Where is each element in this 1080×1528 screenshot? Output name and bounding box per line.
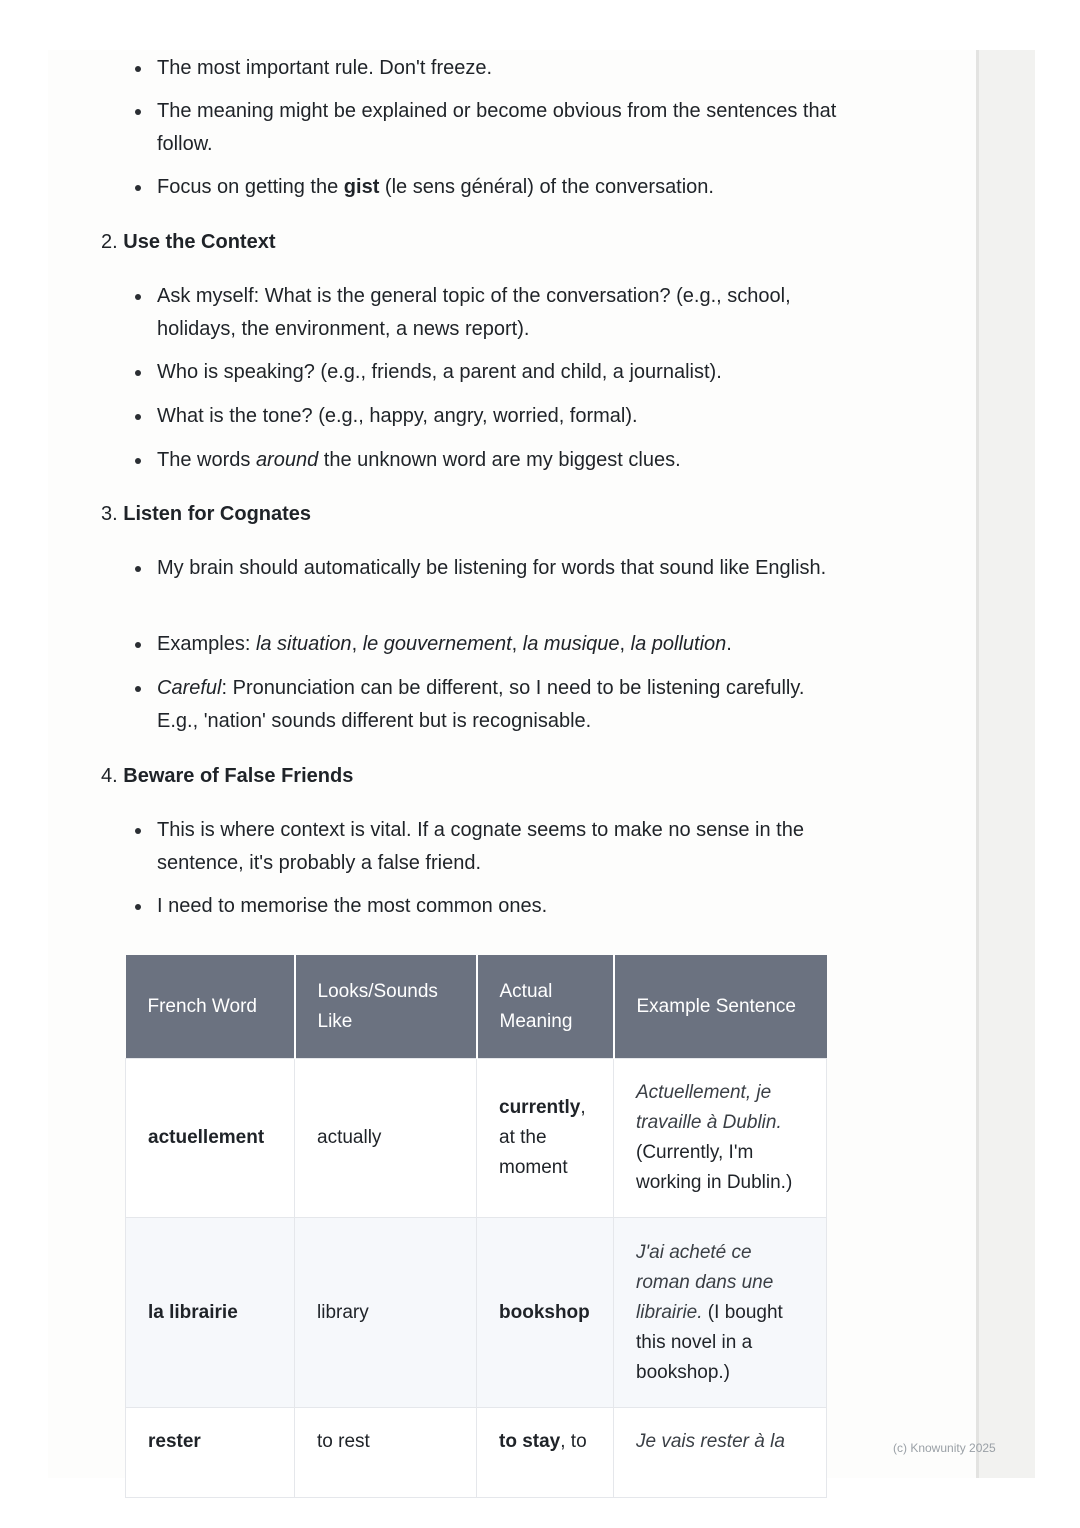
header-french-word: French Word [126,955,295,1059]
bullet-gist: Focus on getting the gist (le sens général) of the conversation. [157,171,837,204]
copyright-footer: (c) Knowunity 2025 [893,1441,996,1455]
scrollbar[interactable] [976,50,1035,1478]
bullet-examples: Examples: la situation, le gouvernement, la musique, la pollution. [157,628,837,661]
bullet-tone: What is the tone? (e.g., happy, angry, worried, formal). [157,400,837,433]
bullet-meaning-explained: The meaning might be explained or become obvious from the sentences that follow. [157,95,837,161]
cell-word: rester [126,1408,295,1498]
bullet-general-topic: Ask myself: What is the general topic of the conversation? (e.g., school, holidays, the environment, a news report). [157,280,837,346]
cell-meaning: currently, at the moment [477,1059,614,1218]
cell-example: Je vais rester à la [614,1408,827,1498]
bullet-who-speaking: Who is speaking? (e.g., friends, a parent and child, a journalist). [157,356,837,389]
bullet-dont-freeze: The most important rule. Don't freeze. [157,52,837,85]
cell-looks: to rest [295,1408,477,1498]
table-row [126,1059,827,1218]
header-example-sentence: Example Sentence [614,955,827,1059]
cell-meaning: bookshop [477,1218,614,1408]
table-row [126,1408,827,1498]
header-actual-meaning: Actual Meaning [477,955,614,1059]
cell-looks: library [295,1218,477,1408]
heading-use-context: 2. Use the Context [101,231,276,253]
header-looks-like: Looks/Sounds Like [295,955,477,1059]
bullet-context-vital: This is where context is vital. If a cognate seems to make no sense in the sentence, it's probably a false friend. [157,814,837,880]
cell-example: J'ai acheté ce roman dans une librairie. (I bought this novel in a bookshop.) [614,1218,827,1408]
cell-meaning: to stay, to [477,1408,614,1498]
heading-false-friends: 4. Beware of False Friends [101,765,354,787]
bullet-brain-listening: My brain should automatically be listening for words that sound like English. [157,552,837,585]
cell-word: la librairie [126,1218,295,1408]
heading-listen-cognates: 3. Listen for Cognates [101,503,312,525]
cell-looks: actually [295,1059,477,1218]
bullet-memorise: I need to memorise the most common ones. [157,890,837,923]
false-friends-table [125,955,827,1498]
cell-example: Actuellement, je travaille à Dublin. (Currently, I'm working in Dublin.) [614,1059,827,1218]
table-header-row [126,955,827,1059]
bullet-careful: Careful: Pronunciation can be different, so I need to be listening carefully. E.g., 'nation' sounds different but is recognisable. [157,672,837,738]
table-row [126,1218,827,1408]
cell-word: actuellement [126,1059,295,1218]
bullet-words-around: The words around the unknown word are my biggest clues. [157,444,837,477]
